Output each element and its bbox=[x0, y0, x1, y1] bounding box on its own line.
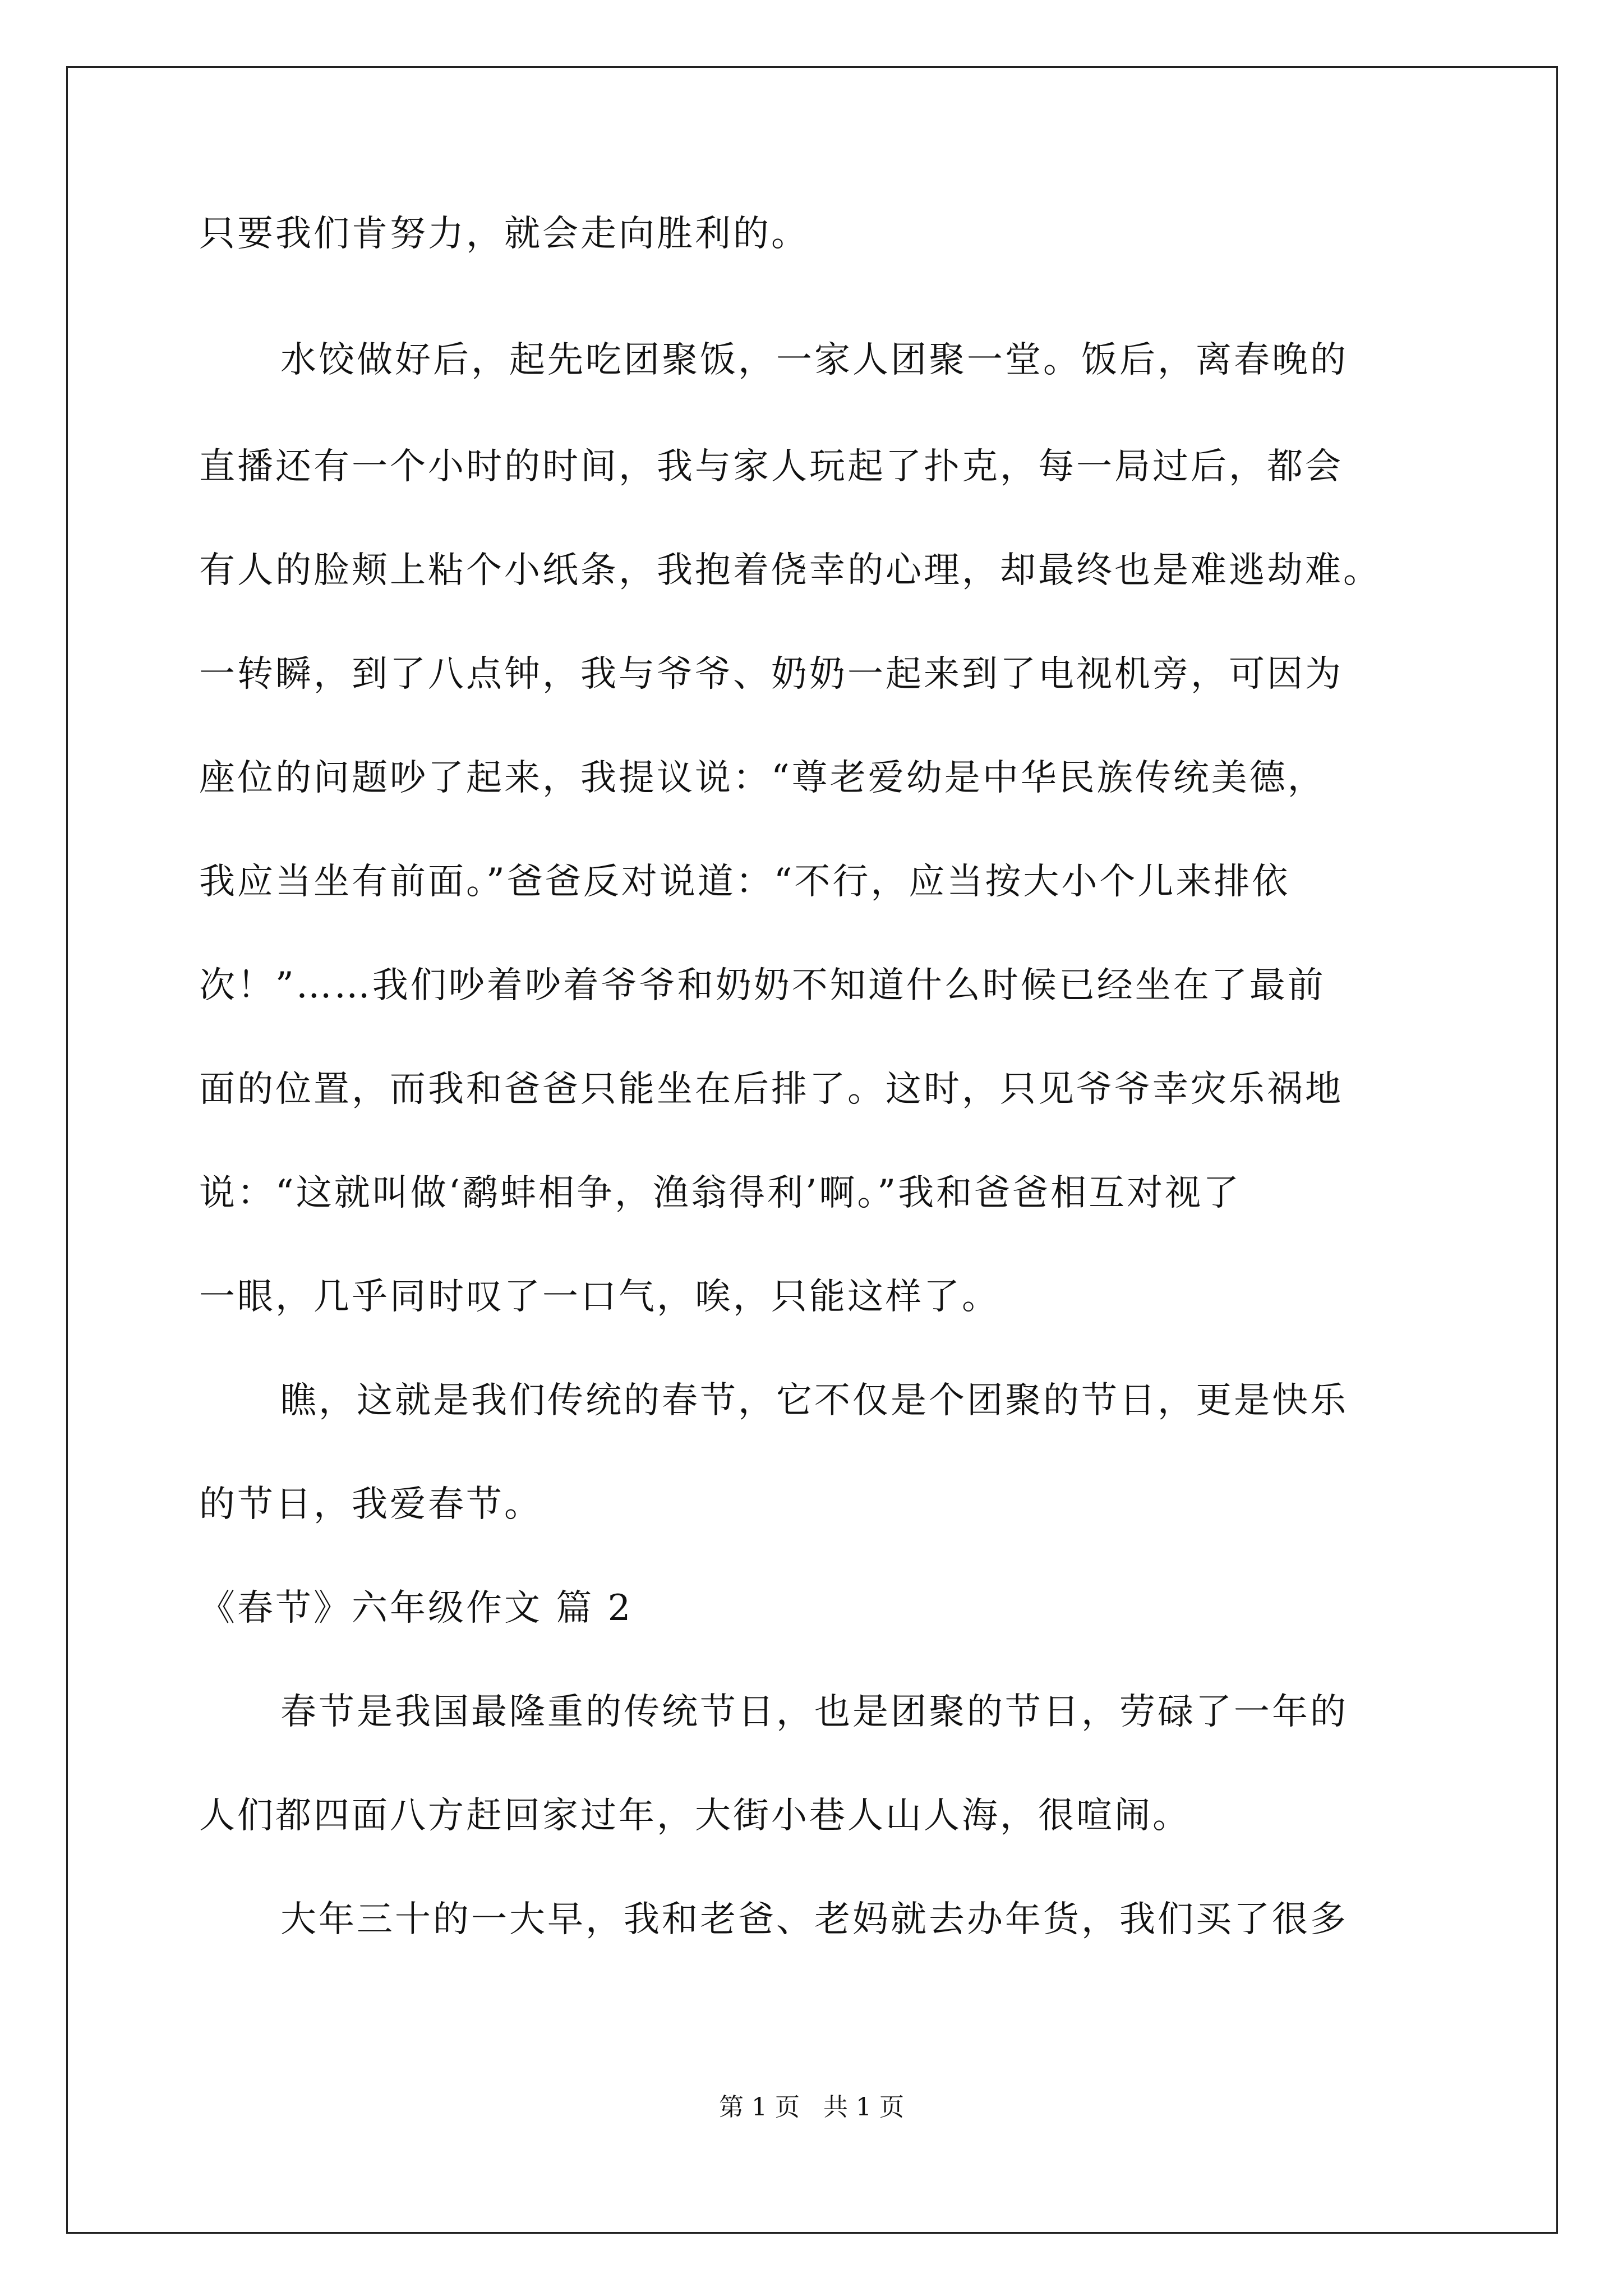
paragraph-line: 春节是我国最隆重的传统节日，也是团聚的节日，劳碌了一年的 bbox=[280, 1691, 1348, 1733]
paragraph-line: 我应当坐有前面。”爸爸反对说道：“不行，应当按大小个儿来排依 bbox=[199, 861, 1290, 903]
paragraph-line: 大年三十的一大早，我和老爸、老妈就去办年货，我们买了很多 bbox=[280, 1899, 1348, 1940]
paragraph-line: 座位的问题吵了起来，我提议说：“尊老爱幼是中华民族传统美德， bbox=[199, 757, 1326, 799]
paragraph-line: 只要我们肯努力，就会走向胜利的。 bbox=[199, 213, 809, 255]
section-heading: 《春节》六年级作文 篇 2 bbox=[199, 1588, 633, 1629]
paragraph-line: 瞧，这就是我们传统的春节，它不仅是个团聚的节日，更是快乐 bbox=[280, 1380, 1348, 1421]
paragraph-line: 直播还有一个小时的时间，我与家人玩起了扑克，每一局过后，都会 bbox=[199, 446, 1343, 487]
paragraph-line: 一眼，几乎同时叹了一口气，唉，只能这样了。 bbox=[199, 1276, 1000, 1318]
paragraph-line: 有人的脸颊上粘个小纸条，我抱着侥幸的心理，却最终也是难逃劫难。 bbox=[199, 550, 1381, 591]
page-footer: 第 1 页 共 1 页 bbox=[719, 2093, 904, 2122]
paragraph-line: 的节日，我爱春节。 bbox=[199, 1484, 542, 1525]
paragraph-line: 一转瞬，到了八点钟，我与爷爷、奶奶一起来到了电视机旁，可因为 bbox=[199, 654, 1343, 695]
paragraph-line: 面的位置，而我和爸爸只能坐在后排了。这时，只见爷爷幸灾乐祸地 bbox=[199, 1069, 1343, 1110]
paragraph-line: 说：“这就叫做‘鹬蚌相争，渔翁得利’啊。”我和爸爸相互对视了 bbox=[199, 1172, 1242, 1214]
paragraph-line: 次！”……我们吵着吵着爷爷和奶奶不知道什么时候已经坐在了最前 bbox=[199, 965, 1326, 1006]
paragraph-line: 水饺做好后，起先吃团聚饭，一家人团聚一堂。饭后，离春晚的 bbox=[280, 339, 1348, 381]
paragraph-line: 人们都四面八方赶回家过年，大街小巷人山人海，很喧闹。 bbox=[199, 1795, 1191, 1837]
